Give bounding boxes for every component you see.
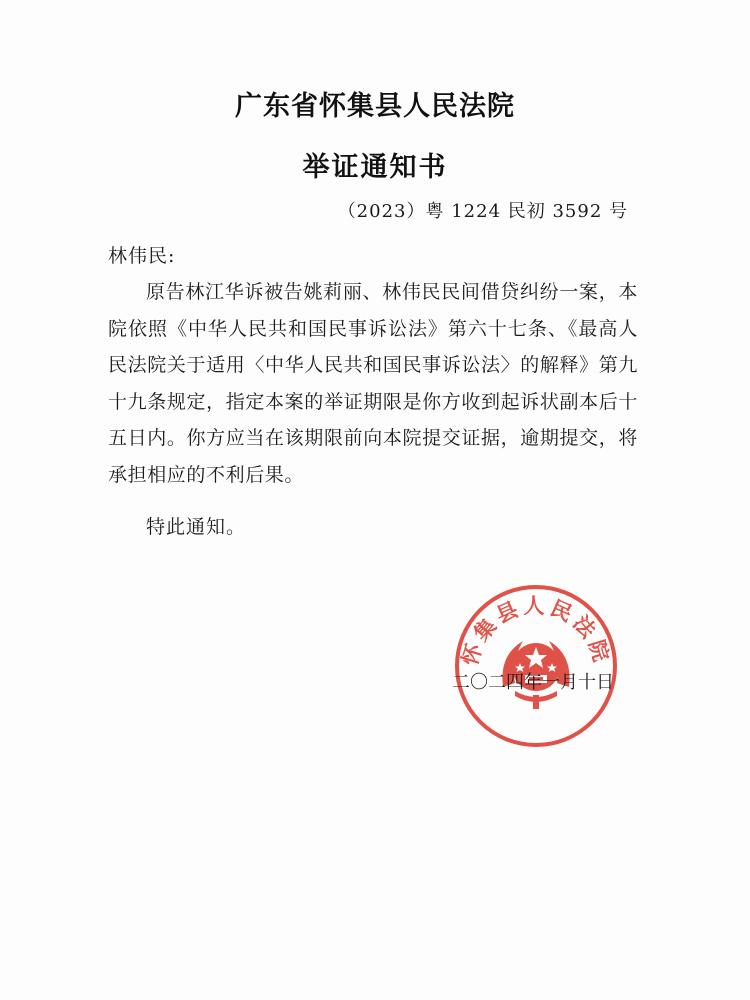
- court-seal-icon: [453, 583, 619, 749]
- issue-date: 二〇二四年一月十日: [452, 672, 614, 693]
- body-paragraph: 原告林江华诉被告姚莉丽、林伟民民间借贷纠纷一案，本院依照《中华人民共和国民事诉讼法》第六十七条、《最高人民法院关于适用〈中华人民共和国民事诉讼法〉的解释》第九十九条规定，指定本案的举证期限是你方收到起诉状副本后十五日内。你方应当在该期限前向本院提交证据，逾期提交，将承担相应的不利后果。: [108, 281, 638, 486]
- case-number: （2023）粤 1224 民初 3592 号: [337, 201, 628, 222]
- court-name: 广东省怀集县人民法院: [235, 91, 515, 122]
- document-title: 举证通知书: [302, 152, 448, 183]
- addressee: 林伟民:: [108, 245, 176, 267]
- notice-body: [108, 274, 638, 493]
- seal-text: 怀集县人民法院: [457, 594, 615, 669]
- closing-line: 特此通知。: [146, 516, 247, 538]
